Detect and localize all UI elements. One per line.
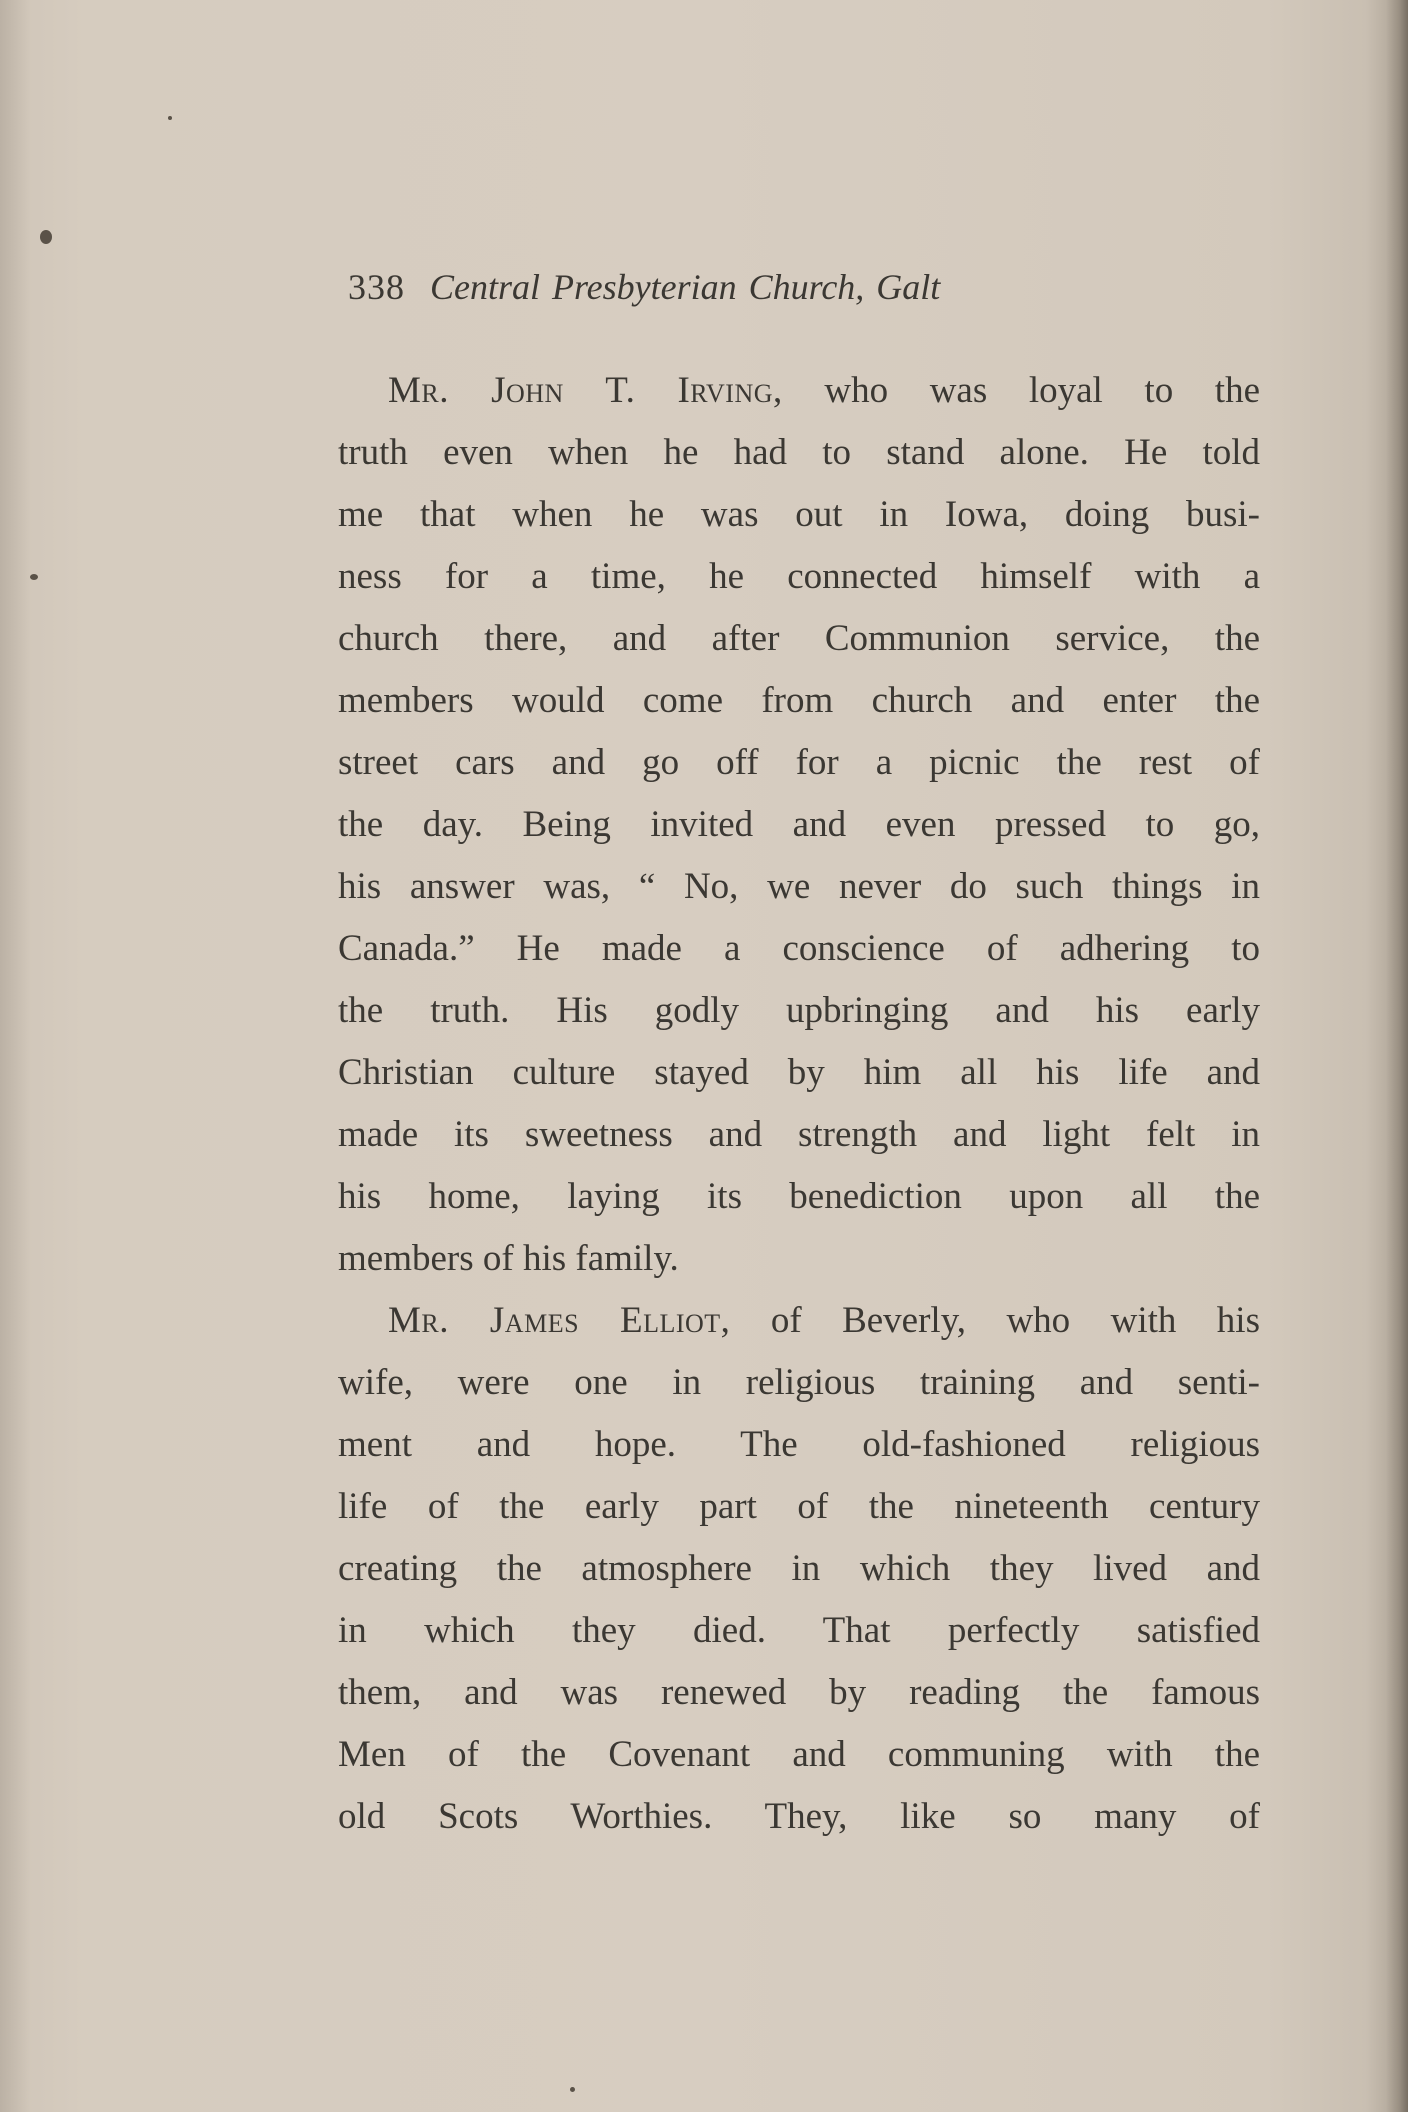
text-line: Mr. John T. Irving, who was loyal to the (388, 370, 1260, 411)
text-line: made its sweetness and strength and light felt in (338, 1114, 1260, 1155)
text-line: them, and was renewed by reading the famous (338, 1672, 1260, 1713)
text-line: the day. Being invited and even pressed to go, (338, 804, 1260, 845)
text-line: Canada.” He made a conscience of adhering to (338, 928, 1260, 969)
text-line: ness for a time, he connected himself with a (338, 556, 1260, 597)
text-line: truth even when he had to stand alone. He told (338, 432, 1260, 473)
text-line: Men of the Covenant and communing with the (338, 1734, 1260, 1775)
ink-speck (570, 2087, 575, 2092)
lead-name: Mr. John T. Irving, (388, 370, 783, 411)
body-text (338, 360, 1260, 1848)
running-header (348, 262, 1248, 312)
lead-name: Mr. James Elliot, (388, 1300, 731, 1341)
text-line: church there, and after Communion service, the (338, 618, 1260, 659)
text-line: members would come from church and enter the (338, 680, 1260, 721)
text-line: creating the atmosphere in which they lived and (338, 1548, 1260, 1589)
ink-speck (30, 574, 38, 580)
page-number: 338 (348, 267, 405, 307)
text-line: old Scots Worthies. They, like so many of (338, 1796, 1260, 1837)
ink-speck (168, 116, 172, 120)
ink-speck (40, 230, 52, 244)
text-line: his home, laying its benediction upon all the (338, 1176, 1260, 1217)
text-line: street cars and go off for a picnic the rest of (338, 742, 1260, 783)
text-line: members of his family. (338, 1238, 679, 1279)
text-line: life of the early part of the nineteenth century (338, 1486, 1260, 1527)
text-line: Christian culture stayed by him all his life and (338, 1052, 1260, 1093)
text-line: ment and hope. The old-fashioned religious (338, 1424, 1260, 1465)
gutter-shadow (0, 0, 30, 2112)
text-line: Mr. James Elliot, of Beverly, who with his (388, 1300, 1260, 1341)
text-line: in which they died. That perfectly satisfied (338, 1610, 1260, 1651)
running-title: Central Presbyterian Church, Galt (430, 267, 941, 307)
text-line: his answer was, “ No, we never do such things in (338, 866, 1260, 907)
text-line: the truth. His godly upbringing and his early (338, 990, 1260, 1031)
text-line: me that when he was out in Iowa, doing busi- (338, 494, 1260, 535)
text-line: wife, were one in religious training and senti- (338, 1362, 1260, 1403)
page-edge-shadow (1386, 0, 1408, 2112)
